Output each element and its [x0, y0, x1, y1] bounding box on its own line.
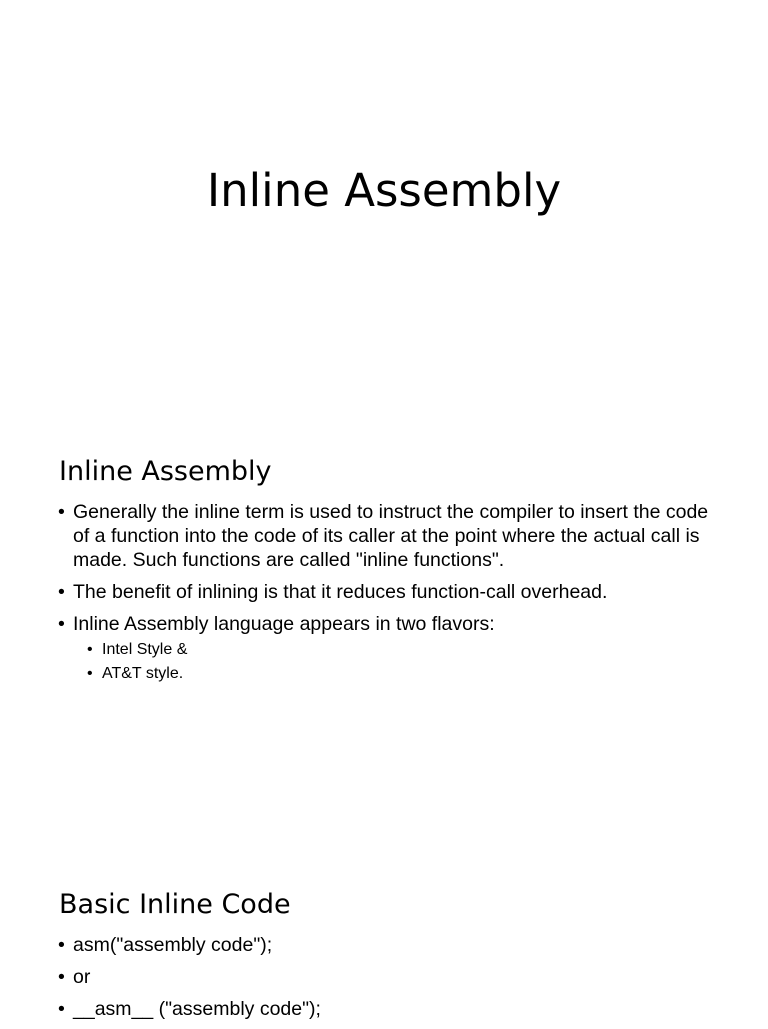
bullet-item: • The benefit of inlining is that it reduces function-call overhead. [58, 580, 718, 604]
section-heading: Basic Inline Code [59, 889, 291, 920]
sub-bullet-item: • Intel Style & [73, 638, 718, 662]
bullet-list [58, 500, 718, 694]
bullet-text: Inline Assembly language appears in two flavors: [73, 613, 495, 635]
slide-title: Inline Assembly [206, 164, 562, 217]
sub-bullet-list [73, 638, 718, 686]
bullet-list [58, 933, 718, 1029]
bullet-item [58, 612, 718, 686]
bullet-item: • or [58, 965, 718, 989]
bullet-item: • asm("assembly code"); [58, 933, 718, 957]
sub-bullet-item: • AT&T style. [73, 662, 718, 686]
bullet-item: • Generally the inline term is used to instruct the compiler to insert the code of a function into the code of its caller at the point where the actual call is made. Such functions are called "inline functions". [58, 500, 718, 572]
bullet-item: • __asm__ ("assembly code"); [58, 997, 718, 1021]
section-heading: Inline Assembly [59, 456, 272, 487]
